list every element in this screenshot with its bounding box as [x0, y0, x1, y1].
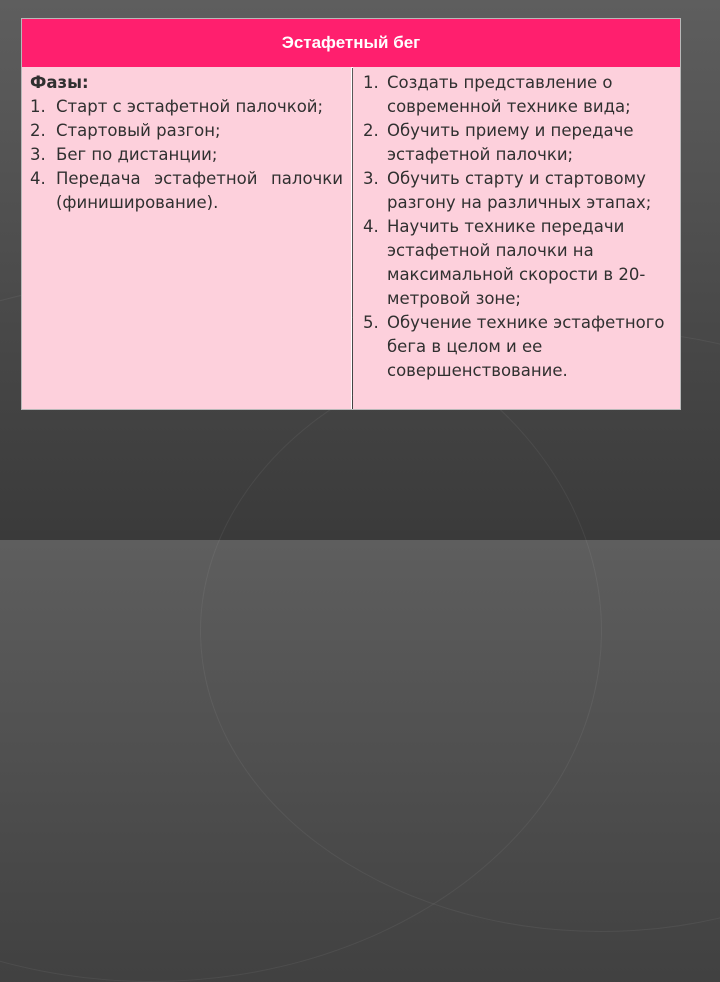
- phase-text: Старт с эстафетной палочкой;: [56, 97, 324, 116]
- task-item: [357, 311, 674, 383]
- task-number: 5.: [363, 313, 379, 332]
- task-text: Обучить приему и передаче эстафетной палочки;: [387, 121, 634, 164]
- task-item: [357, 119, 674, 167]
- task-text: Обучение технике эстафетного бега в целом и ее совершенствование.: [387, 313, 665, 380]
- phase-item: [30, 167, 343, 215]
- phase-number: 4.: [30, 169, 46, 188]
- phases-title: Фазы:: [30, 73, 89, 92]
- task-number: 4.: [363, 217, 379, 236]
- phase-number: 1.: [30, 97, 46, 116]
- task-item: [357, 167, 674, 215]
- phases-list: [30, 95, 343, 215]
- phase-item: [30, 119, 343, 143]
- phase-text: Бег по дистанции;: [56, 145, 218, 164]
- content-table: [21, 18, 681, 410]
- task-text: Обучить старту и стартовому разгону на различных этапах;: [387, 169, 652, 212]
- phase-number: 2.: [30, 121, 46, 140]
- phase-text: Стартовый разгон;: [56, 121, 221, 140]
- tasks-cell: [353, 67, 680, 409]
- table-header: Эстафетный бег: [22, 19, 680, 68]
- task-number: 1.: [363, 73, 379, 92]
- task-number: 3.: [363, 169, 379, 188]
- phases-cell: [22, 67, 352, 409]
- phase-item: [30, 143, 343, 167]
- phase-number: 3.: [30, 145, 46, 164]
- task-text: Научить технике передачи эстафетной палочки на максимальной скорости в 20-метровой зоне;: [387, 217, 646, 308]
- task-number: 2.: [363, 121, 379, 140]
- tasks-list: [357, 71, 674, 383]
- task-item: [357, 71, 674, 119]
- phase-item: [30, 95, 343, 119]
- task-text: Создать представление о современной технике вида;: [387, 73, 631, 116]
- task-item: [357, 215, 674, 311]
- phase-text: Передача эстафетной палочки (финиширование).: [56, 169, 343, 212]
